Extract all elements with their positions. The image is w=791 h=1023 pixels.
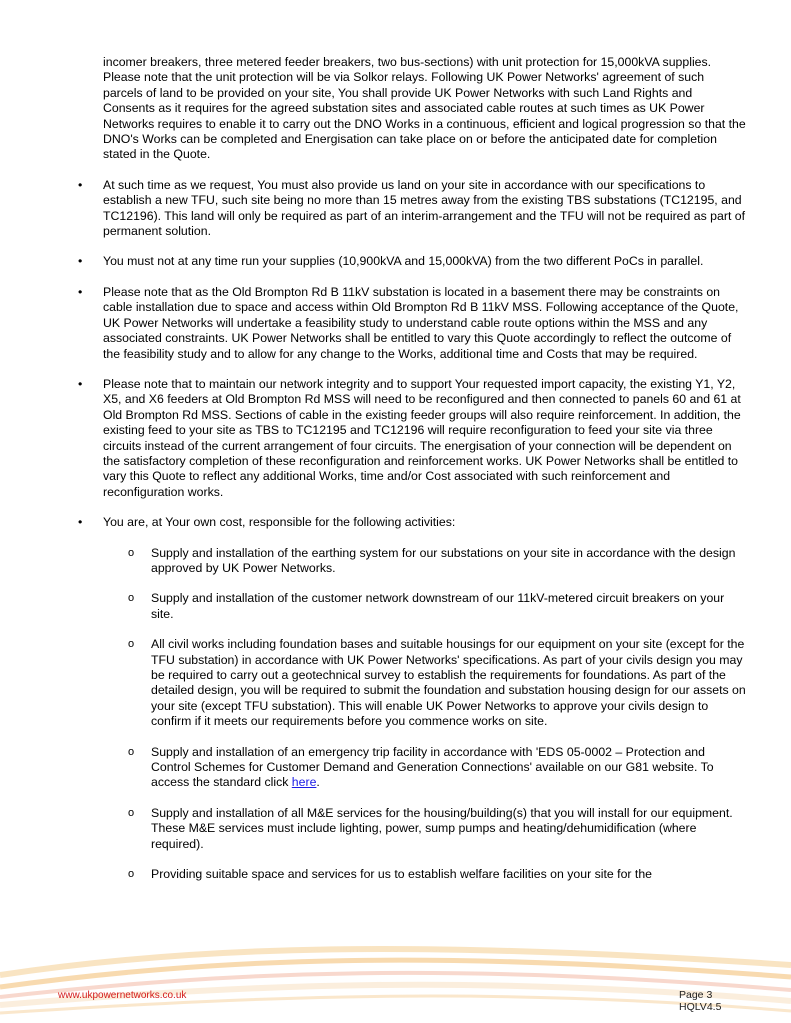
sub-item-text: Supply and installation of all M&E services for the housing/building(s) that you will install for our equipment. These M&E services must include lighting, power, sump pumps and heating/dehumidification (where required). xyxy=(151,805,733,851)
bullet-icon: • xyxy=(78,376,83,391)
sub-bullet-icon: o xyxy=(128,745,135,758)
bullet-text: Please note that as the Old Brompton Rd B 11kV substation is located in a basement there may be constraints on cable installation due to space and access within Old Brompton Rd B 11kV MSS. Following acceptance of the Quote, UK Power Networks will undertake a feasibility study to understand cable route options within the MSS and any associated constraints. UK Power Networks shall be entitled to vary this Quote accordingly to reflect the outcome of the feasibility study and to allow for any change to the Works, additional time and Costs that may be required. xyxy=(103,284,739,361)
page-number: Page 3 xyxy=(679,989,713,1001)
bullet-text: At such time as we request, You must also provide us land on your site in accordance with our specifications to establish a new TFU, such site being no more than 15 metres away from the existing TBS substations (TC12195, and TC12196). This land will only be required as part of an interim-arrangement and the TFU will not be required as part of permanent solution. xyxy=(103,177,746,239)
sub-bullet-icon: o xyxy=(128,546,135,559)
sub-list-item xyxy=(103,591,746,622)
sub-item-text: Providing suitable space and services for us to establish welfare facilities on your site for the xyxy=(151,867,653,882)
list-item xyxy=(78,377,746,500)
bullet-icon: • xyxy=(78,177,83,192)
footer-page-info xyxy=(679,989,721,1013)
emergency-item-end: . xyxy=(316,775,320,790)
sub-item-text: Supply and installation of the earthing system for our substations on your site in accordance with the design approved by UK Power Networks. xyxy=(151,545,736,575)
list-item xyxy=(78,515,746,882)
standard-here-link[interactable]: here xyxy=(291,775,317,790)
sub-bullet-icon: o xyxy=(128,806,135,819)
bullet-text: You are, at Your own cost, responsible for the following activities: xyxy=(103,515,456,530)
sub-item-text: All civil works including foundation bases and suitable housings for our equipment on your site (except for the TFU substation) in accordance with UK Power Networks' specifications. As part of your civils design you may be required to carry out a geotechnical survey to establish the requirements for foundations. As part of the detailed design, you will be required to submit the foundation and substation housing design for our assets on your site (except TFU substation). This will enable UK Power Networks to approve your civils design to confirm if it meets our requirements before you commence works on site. xyxy=(151,637,746,729)
sub-list-item xyxy=(103,745,746,791)
footer-website: www.ukpowernetworks.co.uk xyxy=(58,990,187,1001)
list-item xyxy=(78,254,746,269)
bullet-icon: • xyxy=(78,284,83,299)
bullet-text: Please note that to maintain our network integrity and to support Your requested import capacity, the existing Y1, Y2, X5, and X6 feeders at Old Brompton Rd MSS will need to be reconfigured and then connected to panels 60 and 61 at Old Brompton Rd MSS. Sections of cable in the existing feeder groups will also require reinforcement. In addition, the existing feed to your site as TBS to TC12195 and TC12196 will require reconfiguration to feed your site via three circuits instead of the current arrangement of four circuits. The energisation of your connection will be dependent on the satisfactory completion of these reconfiguration and reinforcement works. UK Power Networks shall be entitled to vary this Quote to reflect any additional Works, time and/or Cost associated with such reinforcement and reconfiguration works. xyxy=(103,376,741,499)
main-bullet-list xyxy=(78,178,746,883)
document-body xyxy=(78,55,746,882)
list-item xyxy=(78,285,746,362)
emergency-item-text: Supply and installation of an emergency trip facility in accordance with 'EDS 05-0002 – Protection and Control Schemes for Customer Demand and Generation Connections' available on our G81 website. To access the standard click xyxy=(151,744,714,790)
bullet-text: You must not at any time run your supplies (10,900kVA and 15,000kVA) from the two different PoCs in parallel. xyxy=(103,254,704,269)
sub-bullet-icon: o xyxy=(128,868,135,881)
bullet-icon: • xyxy=(78,515,83,530)
sub-list-item xyxy=(103,867,746,882)
sub-bullet-icon: o xyxy=(128,592,135,605)
sub-list-item xyxy=(103,806,746,852)
intro-paragraph: incomer breakers, three metered feeder breakers, two bus-sections) with unit protection for 15,000kVA supplies. Please note that the unit protection will be via Solkor relays. Following UK Power Networks' agreement of such parcels of land to be provided on your site, You shall provide UK Power Networks with such Land Rights and Consents as it requires for the agreed substation sites and associated cable routes at such times as UK Power Networks requires to enable it to carry out the DNO Works in a continuous, efficient and logical progression so that the DNO's Works can be completed and Energisation can take place on or before the anticipated date for completion stated in the Quote. xyxy=(103,55,746,162)
sub-bullet-icon: o xyxy=(128,638,135,651)
footer-swoosh-decoration xyxy=(0,935,791,1023)
sub-list-item xyxy=(103,546,746,577)
bullet-icon: • xyxy=(78,254,83,269)
sub-bullet-list xyxy=(103,546,746,883)
sub-item-text: Supply and installation of the customer network downstream of our 11kV-metered circuit breakers on your site. xyxy=(151,591,725,621)
list-item xyxy=(78,178,746,240)
sub-list-item xyxy=(103,637,746,729)
document-version: HQLV4.5 xyxy=(679,1001,722,1013)
